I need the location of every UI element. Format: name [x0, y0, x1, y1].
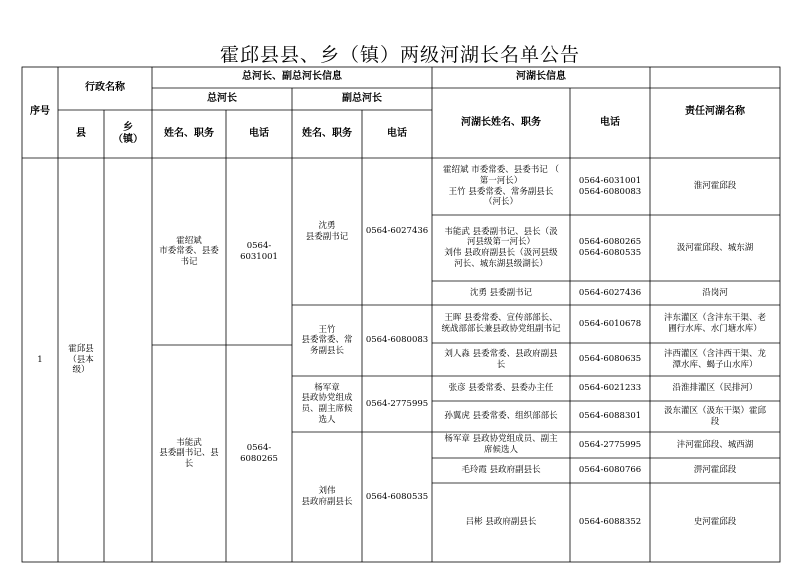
row-town: [104, 158, 152, 562]
header-deputy: 副总河长: [342, 92, 382, 104]
lake-chief-name: 吕彬 县政府副县长: [465, 517, 537, 528]
lake-chief-river: 汲河霍邱段、城东湖: [676, 242, 754, 253]
lake-chief-phone: 0564-6031001 0564-6080083: [578, 175, 642, 197]
header-seq: 序号: [30, 106, 50, 118]
lake-chief-phone: 0564-6010678: [578, 318, 642, 329]
header-lake-name-post: 河湖长姓名、职务: [461, 116, 541, 128]
deputy-phone: 0564-2775995: [365, 398, 429, 409]
deputy-name: 杨军章 县政协党组成 员、副主席候 选人: [301, 382, 353, 425]
header-chief: 总河长: [207, 92, 237, 104]
header-chief-group: 总河长、副总河长信息: [242, 71, 342, 83]
chief-phone: 0564-6031001: [240, 240, 278, 262]
header-responsible: 责任河湖名称: [685, 106, 745, 118]
header-admin-name: 行政名称: [85, 82, 125, 94]
lake-chief-phone: 0564-6080766: [578, 465, 642, 476]
lake-chief-phone: 0564-6080635: [578, 354, 642, 365]
header-deputy-phone: 电话: [387, 127, 407, 139]
deputy-name: 沈勇 县委副书记: [305, 220, 349, 242]
deputy-name: 王竹 县委常委、常 务副县长: [301, 324, 353, 356]
header-deputy-name-post: 姓名、职务: [302, 127, 352, 139]
lake-chief-name: 王晖 县委常委、宣传部部长、 统战部部长兼县政协党组副书记: [441, 313, 561, 334]
lake-chief-phone: 0564-2775995: [578, 439, 642, 450]
lake-chief-phone: 0564-6027436: [578, 287, 642, 298]
header-chief-phone: 电话: [249, 127, 269, 139]
lake-chief-river: 淮河霍邱段: [693, 181, 737, 192]
header-lake-group: 河湖长信息: [516, 71, 566, 83]
lake-chief-name: 孙翼虎 县委常委、组织部部长: [444, 411, 558, 422]
row-county: 霍邱县 （县本 级）: [68, 344, 94, 376]
lake-chief-phone: 0564-6088352: [578, 517, 642, 528]
lake-chief-name: 刘人淼 县委常委、县政府副县 长: [444, 348, 558, 370]
deputy-name: 刘伟 县政府副县长: [301, 486, 353, 507]
lake-chief-name: 沈勇 县委副书记: [469, 287, 533, 298]
deputy-phone: 0564-6080535: [365, 491, 429, 502]
chief-name: 霍绍斌 市委常委、县委 书记: [159, 235, 219, 267]
deputy-phone: 0564-6027436: [365, 226, 429, 237]
lake-chief-phone: 0564-6021233: [578, 383, 642, 394]
lake-chief-river: 沣河霍邱段、城西湖: [676, 439, 754, 450]
lake-chief-river: 沿淮排灌区（民排河）: [672, 383, 758, 394]
header-county: 县: [76, 127, 86, 139]
lake-chief-phone: 0564-6080265 0564-6080535: [578, 237, 642, 258]
lake-chief-river: 史河霍邱段: [693, 517, 737, 528]
chief-name: 韦能武 县委副书记、县 长: [159, 437, 219, 469]
header-lake-phone: 电话: [600, 116, 620, 128]
lake-chief-name: 韦能武 县委副书记、县长（汲 河县级第一河长） 刘伟 县政府副县长（汲河县级 河长、城东湖县级湖长）: [444, 226, 558, 269]
lake-chief-river: 沣东灌区（含沣东干渠、老 圃行水库、水门塘水库）: [663, 313, 766, 334]
lake-chief-river: 汲东灌区（汲东干渠）霍邱 段: [663, 405, 766, 427]
lake-chief-river: 淠河霍邱段: [693, 465, 737, 476]
lake-chief-name: 张彦 县委常委、县委办主任: [448, 383, 554, 394]
lake-chief-river: 沿岗河: [702, 287, 728, 298]
lake-chief-name: 霍绍斌 市委常委、县委书记 （ 第一河长） 王竹 县委常委、常务副县长 （河长）: [443, 165, 559, 208]
lake-chief-name: 杨军章 县政协党组成员、副主 席候选人: [444, 434, 558, 455]
chief-phone: 0564-6080265: [240, 442, 278, 464]
header-town: 乡 （镇）: [113, 121, 143, 145]
row-seq: 1: [37, 354, 43, 365]
page-title: 霍邱县县、乡（镇）两级河湖长名单公告: [219, 44, 580, 66]
lake-chief-phone: 0564-6088301: [578, 411, 642, 422]
lake-chief-river: 沣西灌区（含沣西干渠、龙 潭水库、蝎子山水库）: [663, 348, 766, 370]
deputy-phone: 0564-6080083: [365, 335, 429, 346]
header-chief-name-post: 姓名、职务: [164, 127, 214, 139]
lake-chief-name: 毛玲霞 县政府副县长: [461, 465, 541, 476]
